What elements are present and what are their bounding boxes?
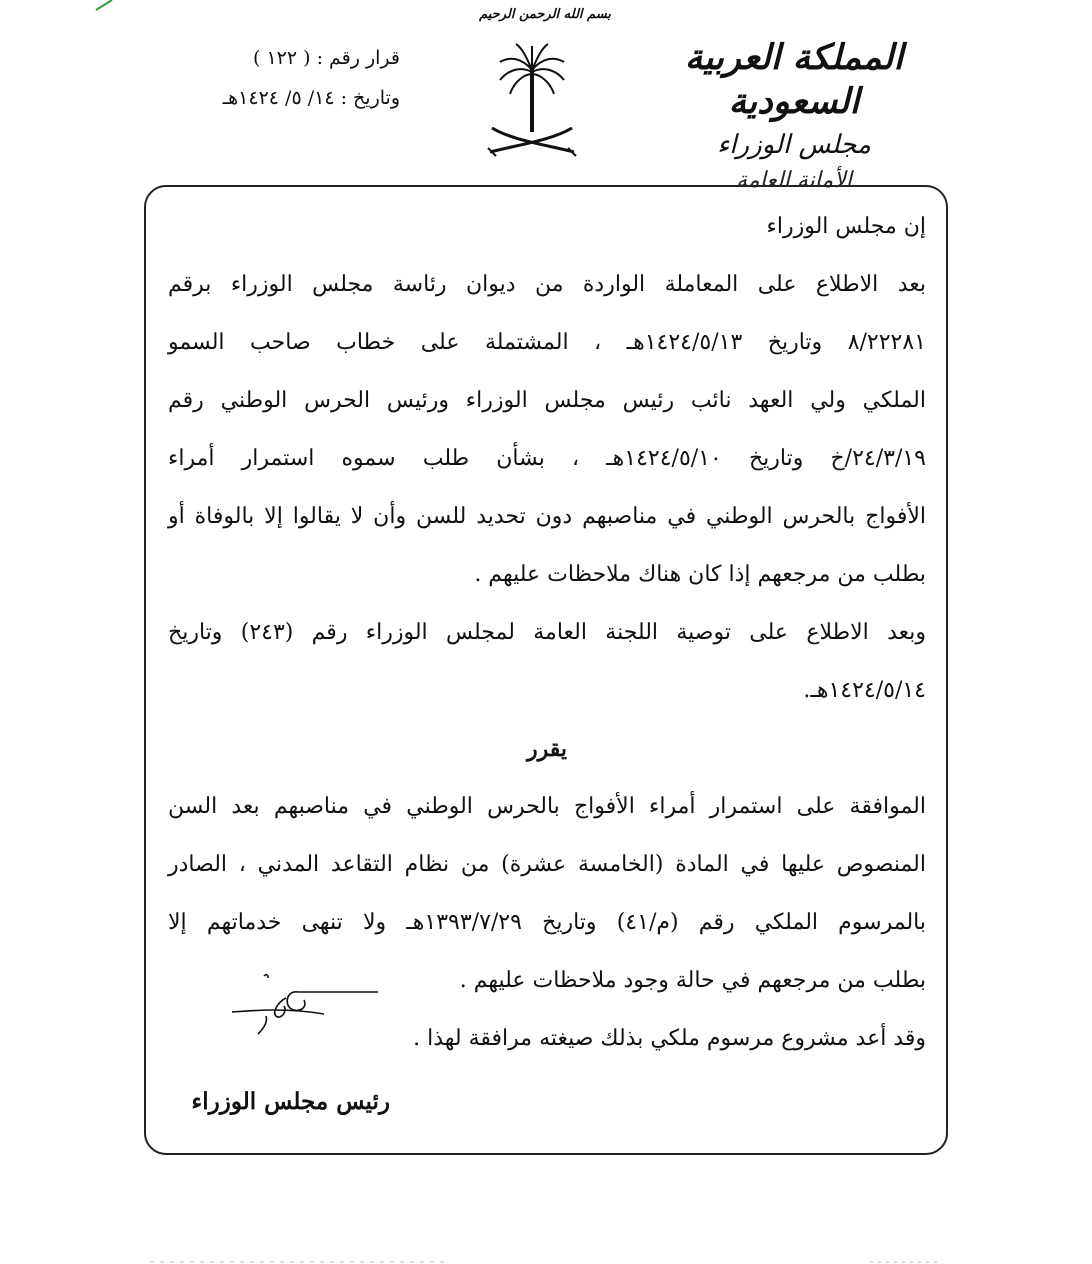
body-line: الملكي ولي العهد نائب رئيس مجلس الوزراء ورئيس الحرس الوطني رقم <box>168 388 926 413</box>
body-line: ١٤٢٤/٥/١٤هـ. <box>803 678 926 703</box>
palm-swords-emblem-icon <box>482 40 582 162</box>
decides-heading: يقرر <box>526 736 567 762</box>
decision-info <box>160 38 400 118</box>
kingdom-title: المملكة العربية السعودية <box>684 37 904 122</box>
body-line: بعد الاطلاع على المعاملة الواردة من ديوان رئاسة مجلس الوزراء برقم <box>168 272 926 297</box>
body-line: بالمرسوم الملكي رقم (م/٤١) وتاريخ ١٣٩٣/٧/٢٩هـ ولا تنهى خدماتهم إلا <box>168 910 926 935</box>
decision-date: وتاريخ : ١٤/ ٥/ ١٤٢٤هـ <box>222 87 400 109</box>
corner-mark <box>0 0 120 12</box>
basmala: بسم الله الرحمن الرحيم <box>479 7 611 22</box>
body-line: ٢٤/٣/١٩/خ وتاريخ ١٤٢٤/٥/١٠هـ ، بشأن طلب سموه استمرار أمراء <box>168 446 926 471</box>
body-line: الأفواج بالحرس الوطني في مناصبهم دون تحديد للسن وأن لا يقالوا إلا بالوفاة أو <box>168 504 926 529</box>
decision-body <box>168 198 926 1068</box>
signature-icon <box>228 972 388 1042</box>
president-title: رئيس مجلس الوزراء <box>191 1088 390 1115</box>
body-line: بطلب من مرجعهم إذا كان هناك ملاحظات عليهم . <box>474 562 926 587</box>
body-line: ٨/٢٢٢٨١ وتاريخ ١٤٢٤/٥/١٣هـ ، المشتملة على خطاب صاحب السمو <box>168 330 926 355</box>
body-line: وبعد الاطلاع على توصية اللجنة العامة لمجلس الوزراء رقم (٢٤٣) وتاريخ <box>168 620 926 645</box>
body-line: إن مجلس الوزراء <box>766 214 926 239</box>
bottom-marks <box>150 1254 940 1264</box>
decision-number: قرار رقم : ( ١٢٢ ) <box>253 47 400 69</box>
council-title: مجلس الوزراء <box>717 130 871 160</box>
letterhead-right <box>644 36 944 196</box>
body-line: بطلب من مرجعهم في حالة وجود ملاحظات عليهم . <box>459 968 926 993</box>
body-line: وقد أعد مشروع مرسوم ملكي بذلك صيغته مرافقة لهذا . <box>413 1026 926 1051</box>
secretariat-title: الأمانة العامة <box>736 168 852 193</box>
body-line: المنصوص عليها في المادة (الخامسة عشرة) من نظام التقاعد المدني ، الصادر <box>168 852 926 877</box>
body-line: الموافقة على استمرار أمراء الأفواج بالحرس الوطني في مناصبهم بعد السن <box>168 794 926 819</box>
